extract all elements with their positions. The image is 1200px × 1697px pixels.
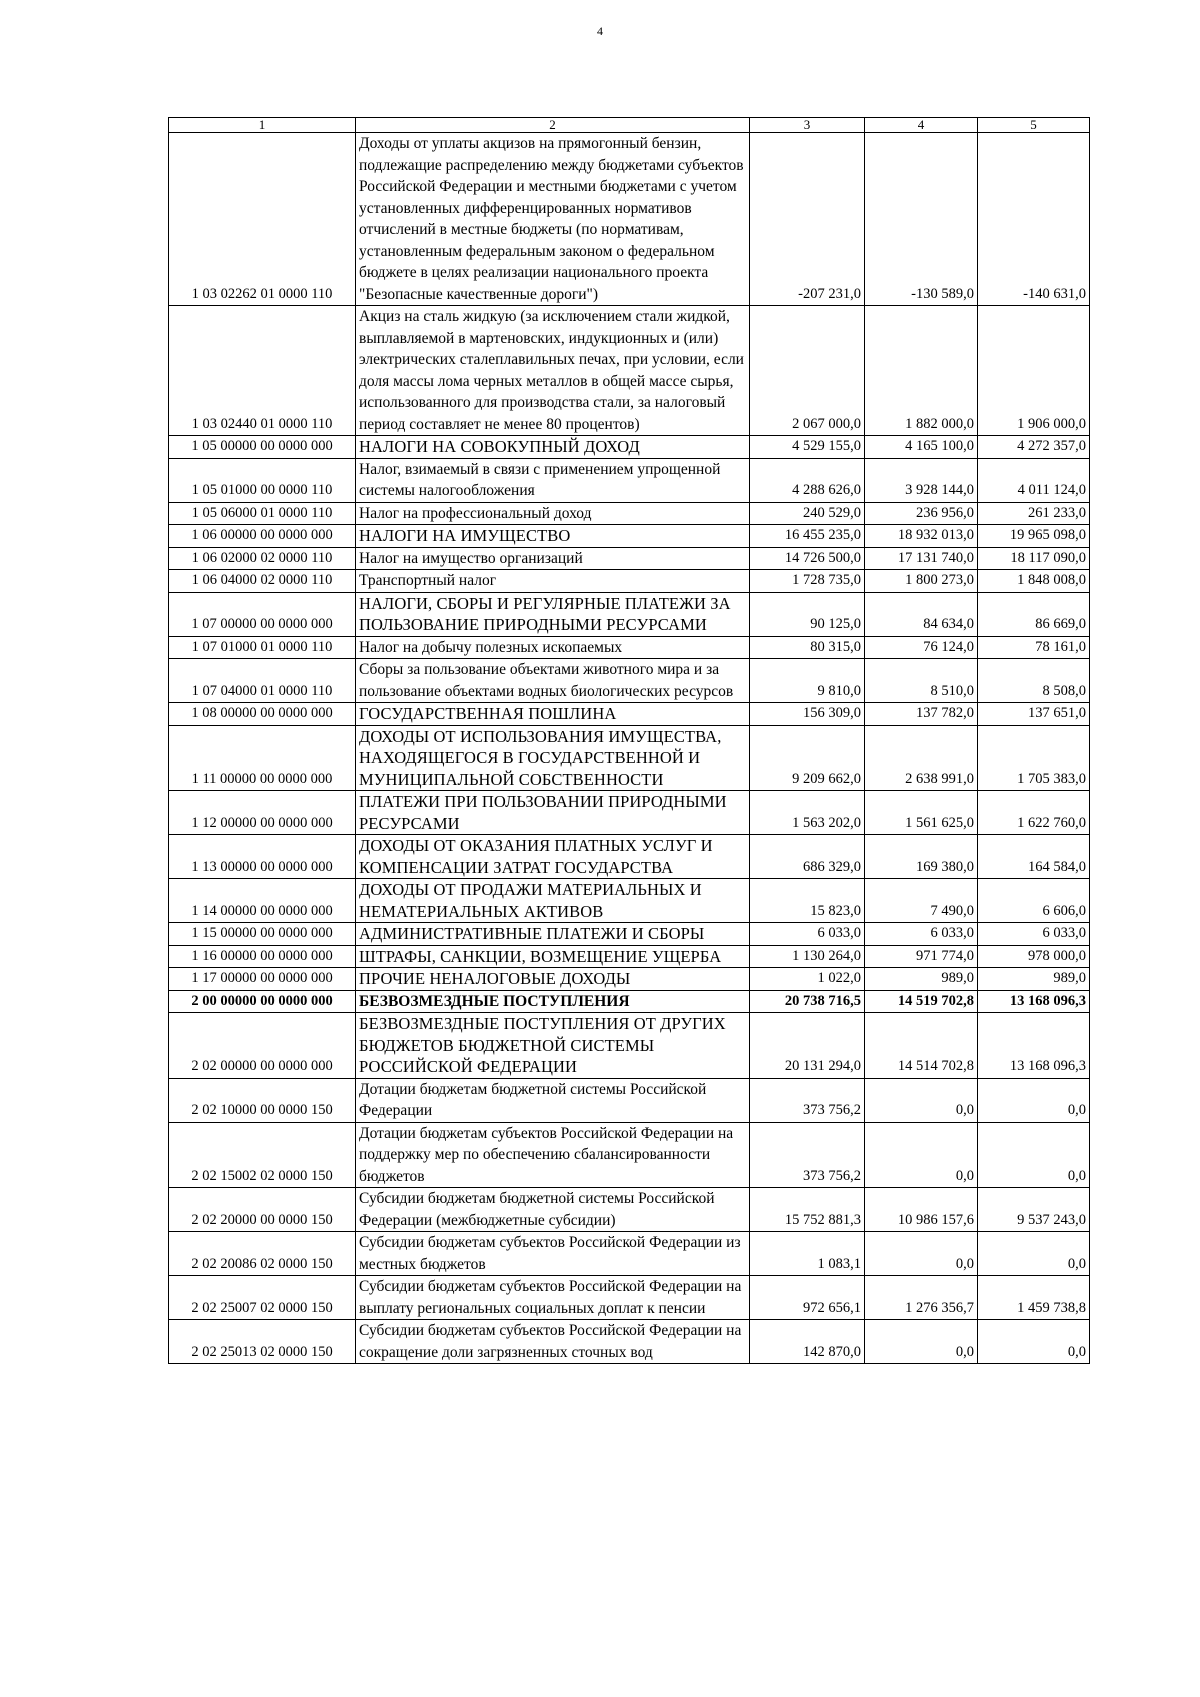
amount-col-5: 4 272 357,0 [978,436,1090,459]
column-header-3: 3 [750,118,865,133]
amount-col-4: 971 774,0 [865,945,978,968]
revenue-name: ДОХОДЫ ОТ ИСПОЛЬЗОВАНИЯ ИМУЩЕСТВА, НАХОДЯЩЕГОСЯ В ГОСУДАРСТВЕННОЙ И МУНИЦИПАЛЬНОЙ СОБСТВЕННОСТИ [356,725,750,791]
amount-col-5: 0,0 [978,1078,1090,1122]
budget-code: 1 13 00000 00 0000 000 [169,835,356,879]
budget-code: 2 00 00000 00 0000 000 [169,990,356,1013]
revenue-name: Дотации бюджетам бюджетной системы Российской Федерации [356,1078,750,1122]
amount-col-4: 0,0 [865,1122,978,1188]
amount-col-5: 1 906 000,0 [978,306,1090,436]
amount-col-4: 1 882 000,0 [865,306,978,436]
revenue-name: Сборы за пользование объектами животного мира и за пользование объектами водных биологических ресурсов [356,659,750,703]
amount-col-3: 972 656,1 [750,1276,865,1320]
budget-code: 2 02 25007 02 0000 150 [169,1276,356,1320]
table-row [169,1078,1090,1122]
budget-code: 2 02 20086 02 0000 150 [169,1232,356,1276]
amount-col-4: 18 932 013,0 [865,525,978,548]
amount-col-5: 1 459 738,8 [978,1276,1090,1320]
amount-col-3: 142 870,0 [750,1320,865,1364]
amount-col-4: 17 131 740,0 [865,547,978,570]
table-row [169,436,1090,459]
amount-col-5: 0,0 [978,1122,1090,1188]
table-row [169,525,1090,548]
amount-col-4: 0,0 [865,1078,978,1122]
budget-code: 1 11 00000 00 0000 000 [169,725,356,791]
table-row [169,1013,1090,1079]
table-row [169,636,1090,659]
revenue-name: Субсидии бюджетам субъектов Российской Федерации на выплату региональных социальных доплат к пенсии [356,1276,750,1320]
amount-col-3: 20 131 294,0 [750,1013,865,1079]
table-row [169,502,1090,525]
amount-col-4: 8 510,0 [865,659,978,703]
budget-code: 1 05 00000 00 0000 000 [169,436,356,459]
amount-col-4: 1 561 625,0 [865,791,978,835]
table-row [169,879,1090,923]
table-row [169,725,1090,791]
amount-col-4: 989,0 [865,968,978,991]
table-row [169,990,1090,1013]
budget-code: 1 08 00000 00 0000 000 [169,703,356,726]
table-row [169,835,1090,879]
amount-col-4: 14 519 702,8 [865,990,978,1013]
budget-code: 2 02 00000 00 0000 000 [169,1013,356,1079]
revenue-name: ДОХОДЫ ОТ ОКАЗАНИЯ ПЛАТНЫХ УСЛУГ И КОМПЕНСАЦИИ ЗАТРАТ ГОСУДАРСТВА [356,835,750,879]
budget-code: 2 02 10000 00 0000 150 [169,1078,356,1122]
revenue-name: НАЛОГИ НА ИМУЩЕСТВО [356,525,750,548]
amount-col-3: 20 738 716,5 [750,990,865,1013]
page-number: 4 [597,24,603,38]
revenue-name: Налог, взимаемый в связи с применением упрощенной системы налогообложения [356,458,750,502]
budget-code: 1 16 00000 00 0000 000 [169,945,356,968]
amount-col-5: 8 508,0 [978,659,1090,703]
amount-col-4: 76 124,0 [865,636,978,659]
amount-col-3: 1 563 202,0 [750,791,865,835]
amount-col-5: 86 669,0 [978,592,1090,636]
amount-col-5: 6 606,0 [978,879,1090,923]
budget-code: 1 05 01000 00 0000 110 [169,458,356,502]
revenue-name: БЕЗВОЗМЕЗДНЫЕ ПОСТУПЛЕНИЯ ОТ ДРУГИХ БЮДЖЕТОВ БЮДЖЕТНОЙ СИСТЕМЫ РОССИЙСКОЙ ФЕДЕРАЦИИ [356,1013,750,1079]
amount-col-5: 164 584,0 [978,835,1090,879]
table-row [169,968,1090,991]
amount-col-4: 1 276 356,7 [865,1276,978,1320]
amount-col-4: -130 589,0 [865,133,978,306]
table-row [169,703,1090,726]
budget-revenue-table [168,117,1090,1364]
amount-col-5: 989,0 [978,968,1090,991]
amount-col-5: 1 705 383,0 [978,725,1090,791]
amount-col-5: 1 622 760,0 [978,791,1090,835]
amount-col-3: 1 130 264,0 [750,945,865,968]
table-row [169,1320,1090,1364]
amount-col-3: 156 309,0 [750,703,865,726]
amount-col-4: 0,0 [865,1320,978,1364]
amount-col-5: 9 537 243,0 [978,1188,1090,1232]
budget-code: 1 12 00000 00 0000 000 [169,791,356,835]
revenue-name: Налог на имущество организаций [356,547,750,570]
amount-col-5: 13 168 096,3 [978,1013,1090,1079]
table-row [169,133,1090,306]
amount-col-3: 9 810,0 [750,659,865,703]
table-row [169,1232,1090,1276]
table-header [169,118,1090,133]
revenue-name: ГОСУДАРСТВЕННАЯ ПОШЛИНА [356,703,750,726]
amount-col-3: 15 752 881,3 [750,1188,865,1232]
amount-col-3: 1 022,0 [750,968,865,991]
amount-col-4: 84 634,0 [865,592,978,636]
amount-col-5: 0,0 [978,1320,1090,1364]
revenue-name: БЕЗВОЗМЕЗДНЫЕ ПОСТУПЛЕНИЯ [356,990,750,1013]
amount-col-5: 0,0 [978,1232,1090,1276]
amount-col-4: 0,0 [865,1232,978,1276]
table-row [169,791,1090,835]
revenue-name: Субсидии бюджетам бюджетной системы Российской Федерации (межбюджетные субсидии) [356,1188,750,1232]
budget-code: 1 06 00000 00 0000 000 [169,525,356,548]
amount-col-3: 15 823,0 [750,879,865,923]
amount-col-5: 261 233,0 [978,502,1090,525]
amount-col-5: 19 965 098,0 [978,525,1090,548]
amount-col-4: 10 986 157,6 [865,1188,978,1232]
revenue-name: НАЛОГИ, СБОРЫ И РЕГУЛЯРНЫЕ ПЛАТЕЖИ ЗА ПОЛЬЗОВАНИЕ ПРИРОДНЫМИ РЕСУРСАМИ [356,592,750,636]
revenue-name: Дотации бюджетам субъектов Российской Федерации на поддержку мер по обеспечению сбалансированности бюджетов [356,1122,750,1188]
amount-col-4: 6 033,0 [865,923,978,946]
amount-col-3: 4 529 155,0 [750,436,865,459]
amount-col-5: -140 631,0 [978,133,1090,306]
table-row [169,945,1090,968]
revenue-name: Налог на профессиональный доход [356,502,750,525]
amount-col-5: 78 161,0 [978,636,1090,659]
amount-col-3: 14 726 500,0 [750,547,865,570]
revenue-name: Транспортный налог [356,570,750,593]
amount-col-3: 373 756,2 [750,1078,865,1122]
budget-code: 1 05 06000 01 0000 110 [169,502,356,525]
amount-col-4: 169 380,0 [865,835,978,879]
amount-col-3: 4 288 626,0 [750,458,865,502]
budget-code: 1 15 00000 00 0000 000 [169,923,356,946]
table-row [169,547,1090,570]
budget-code: 2 02 25013 02 0000 150 [169,1320,356,1364]
budget-code: 1 07 04000 01 0000 110 [169,659,356,703]
amount-col-3: 16 455 235,0 [750,525,865,548]
amount-col-4: 4 165 100,0 [865,436,978,459]
table-row [169,1188,1090,1232]
budget-code: 1 07 01000 01 0000 110 [169,636,356,659]
amount-col-4: 3 928 144,0 [865,458,978,502]
amount-col-3: 686 329,0 [750,835,865,879]
amount-col-3: 373 756,2 [750,1122,865,1188]
revenue-name: ШТРАФЫ, САНКЦИИ, ВОЗМЕЩЕНИЕ УЩЕРБА [356,945,750,968]
amount-col-3: 1 083,1 [750,1232,865,1276]
revenue-name: ДОХОДЫ ОТ ПРОДАЖИ МАТЕРИАЛЬНЫХ И НЕМАТЕРИАЛЬНЫХ АКТИВОВ [356,879,750,923]
amount-col-3: 80 315,0 [750,636,865,659]
budget-code: 1 07 00000 00 0000 000 [169,592,356,636]
table-row [169,1122,1090,1188]
table-row [169,923,1090,946]
amount-col-3: 90 125,0 [750,592,865,636]
amount-col-3: 1 728 735,0 [750,570,865,593]
table-row [169,458,1090,502]
budget-code: 1 03 02440 01 0000 110 [169,306,356,436]
budget-code: 2 02 20000 00 0000 150 [169,1188,356,1232]
budget-code: 1 03 02262 01 0000 110 [169,133,356,306]
amount-col-3: -207 231,0 [750,133,865,306]
budget-code: 2 02 15002 02 0000 150 [169,1122,356,1188]
revenue-name: Субсидии бюджетам субъектов Российской Федерации из местных бюджетов [356,1232,750,1276]
amount-col-3: 6 033,0 [750,923,865,946]
amount-col-5: 1 848 008,0 [978,570,1090,593]
column-header-4: 4 [865,118,978,133]
amount-col-4: 236 956,0 [865,502,978,525]
amount-col-4: 1 800 273,0 [865,570,978,593]
amount-col-5: 18 117 090,0 [978,547,1090,570]
amount-col-4: 7 490,0 [865,879,978,923]
column-header-2: 2 [356,118,750,133]
revenue-name: Субсидии бюджетам субъектов Российской Федерации на сокращение доли загрязненных сточных вод [356,1320,750,1364]
revenue-name: АДМИНИСТРАТИВНЫЕ ПЛАТЕЖИ И СБОРЫ [356,923,750,946]
amount-col-3: 2 067 000,0 [750,306,865,436]
column-header-1: 1 [169,118,356,133]
revenue-name: Доходы от уплаты акцизов на прямогонный бензин, подлежащие распределению между бюджетами субъектов Российской Федерации и местными бюджетами с учетом установленных дифференцированных нормативов отчислений в местные бюджеты (по нормативам, установленным федеральным законом о федеральном бюджете в целях реализации национального проекта "Безопасные качественные дороги") [356,133,750,306]
table-row [169,570,1090,593]
table-row [169,659,1090,703]
amount-col-5: 13 168 096,3 [978,990,1090,1013]
header-row [169,118,1090,133]
revenue-name: ПЛАТЕЖИ ПРИ ПОЛЬЗОВАНИИ ПРИРОДНЫМИ РЕСУРСАМИ [356,791,750,835]
amount-col-5: 6 033,0 [978,923,1090,946]
amount-col-4: 14 514 702,8 [865,1013,978,1079]
amount-col-4: 2 638 991,0 [865,725,978,791]
amount-col-3: 9 209 662,0 [750,725,865,791]
amount-col-4: 137 782,0 [865,703,978,726]
table-row [169,1276,1090,1320]
amount-col-5: 4 011 124,0 [978,458,1090,502]
revenue-name: Налог на добычу полезных ископаемых [356,636,750,659]
budget-code: 1 17 00000 00 0000 000 [169,968,356,991]
revenue-name: Акциз на сталь жидкую (за исключением стали жидкой, выплавляемой в мартеновских, индукционных и (или) электрических сталеплавильных печах, при условии, если доля массы лома черных металлов в общей массе сырья, использованного для производства стали, за налоговый период составляет не менее 80 процентов) [356,306,750,436]
amount-col-5: 137 651,0 [978,703,1090,726]
column-header-5: 5 [978,118,1090,133]
budget-code: 1 06 04000 02 0000 110 [169,570,356,593]
table-row [169,306,1090,436]
table-row [169,592,1090,636]
budget-code: 1 06 02000 02 0000 110 [169,547,356,570]
amount-col-3: 240 529,0 [750,502,865,525]
amount-col-5: 978 000,0 [978,945,1090,968]
revenue-name: НАЛОГИ НА СОВОКУПНЫЙ ДОХОД [356,436,750,459]
table-body [169,133,1090,1364]
revenue-name: ПРОЧИЕ НЕНАЛОГОВЫЕ ДОХОДЫ [356,968,750,991]
budget-code: 1 14 00000 00 0000 000 [169,879,356,923]
